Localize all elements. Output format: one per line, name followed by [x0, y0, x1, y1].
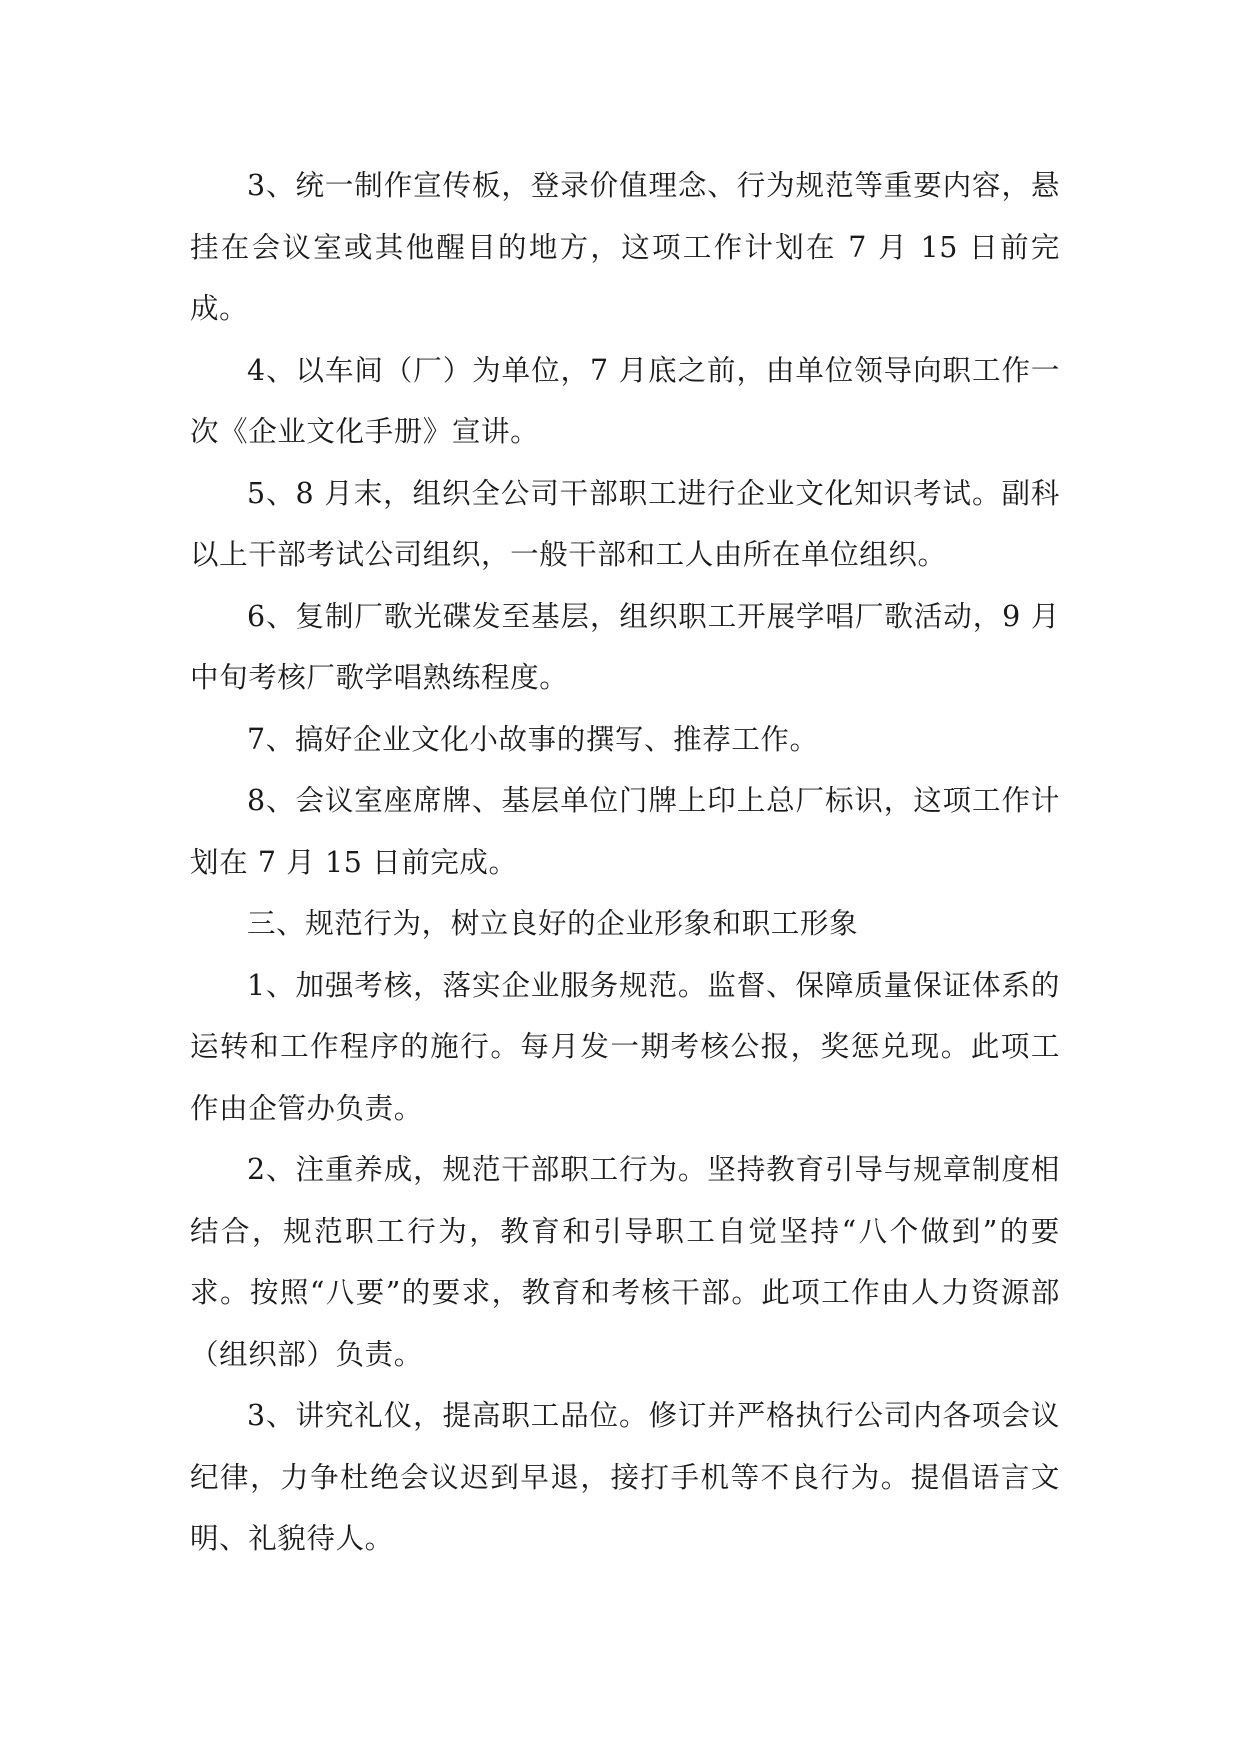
section-heading-3: 三、规范行为，树立良好的企业形象和职工形象	[247, 907, 859, 940]
paragraph-item-5-exam: 5、8 月末，组织全公司干部职工进行企业文化知识考试。副科以上干部考试公司组织，一般干部和工人由所在单位组织。	[190, 476, 1060, 571]
paragraph-item-8-signage: 8、会议室座席牌、基层单位门牌上印上总厂标识，这项工作计划在 7 月 15 日前完成。	[190, 784, 1060, 879]
paragraph-item-4-handbook: 4、以车间（厂）为单位，7 月底之前，由单位领导向职工作一次《企业文化手册》宣讲。	[190, 353, 1060, 448]
paragraph-item-3-signboard: 3、统一制作宣传板，登录价值理念、行为规范等重要内容，悬挂在会议室或其他醒目的地方，这项工作计划在 7 月 15 日前完成。	[190, 169, 1060, 325]
paragraph-item-6-factory-song: 6、复制厂歌光碟发至基层，组织职工开展学唱厂歌活动，9 月中旬考核厂歌学唱熟练程度。	[190, 599, 1060, 694]
paragraph-item-2-conduct: 2、注重养成，规范干部职工行为。坚持教育引导与规章制度相结合，规范职工行为，教育和引导职工自觉坚持“八个做到”的要求。按照“八要”的要求，教育和考核干部。此项工作由人力资源部（组织部）负责。	[190, 1153, 1060, 1371]
paragraph-item-3-etiquette: 3、讲究礼仪，提高职工品位。修订并严格执行公司内各项会议纪律，力争杜绝会议迟到早退，接打手机等不良行为。提倡语言文明、礼貌待人。	[190, 1399, 1060, 1555]
paragraph-item-7-stories: 7、搞好企业文化小故事的撰写、推荐工作。	[247, 722, 819, 756]
document-body	[190, 155, 1060, 1570]
paragraph-item-1-assessment: 1、加强考核，落实企业服务规范。监督、保障质量保证体系的运转和工作程序的施行。每月发一期考核公报，奖惩兑现。此项工作由企管办负责。	[190, 968, 1060, 1125]
